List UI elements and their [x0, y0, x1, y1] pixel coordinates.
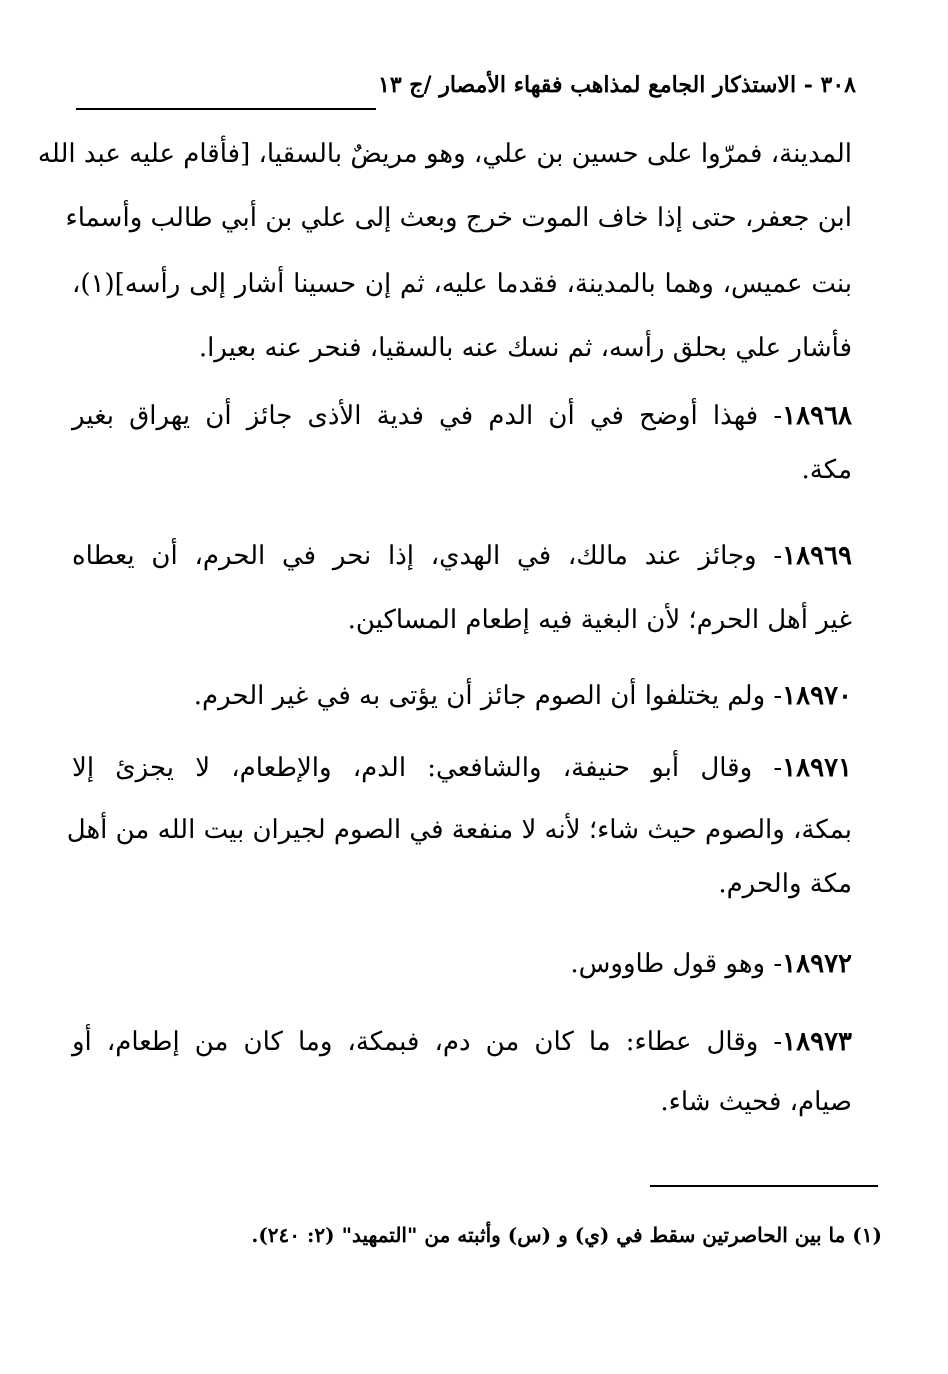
- text-line: غير أهل الحرم؛ لأن البغية فيه إطعام المساكين.: [347, 605, 852, 635]
- numbered-paragraph-line: [72, 1022, 852, 1062]
- text-line: ابن جعفر، حتى إذا خاف الموت خرج وبعث إلى علي بن أبي طالب وأسماء: [65, 203, 852, 233]
- numbered-paragraph-line: [72, 396, 852, 436]
- paragraph-number: ١٨٩٧٢: [782, 949, 852, 979]
- numbered-paragraph-line: [72, 748, 852, 788]
- numbered-paragraph-line: [72, 536, 852, 576]
- page-header: [76, 62, 856, 114]
- paragraph-text: - وقال أبو حنيفة، والشافعي: الدم، والإطعام، لا يجزئ إلا: [72, 753, 783, 783]
- text-line: مكة والحرم.: [718, 869, 852, 899]
- paragraph-text: - وهو قول طاووس.: [570, 949, 783, 979]
- text-line: مكة.: [801, 455, 852, 485]
- paragraph-number: ١٨٩٧١: [782, 753, 852, 783]
- header-rule: [76, 108, 376, 110]
- paragraph-number: ١٨٩٦٨: [782, 401, 852, 431]
- text-line: المدينة، فمرّوا على حسين بن علي، وهو مريضٌ بالسقيا، [فأقام عليه عبد الله: [37, 139, 852, 169]
- footnote: (١) ما بين الحاصرتين سقط في (ي) و (س) وأثبته من "التمهيد" (٢: ٢٤٠).: [251, 1223, 882, 1247]
- paragraph-text: - ولم يختلفوا أن الصوم جائز أن يؤتى به في غير الحرم.: [193, 681, 783, 711]
- paragraph-text: - وقال عطاء: ما كان من دم، فبمكة، وما كان من إطعام، أو: [72, 1027, 783, 1057]
- running-header: ٣٠٨ - الاستذكار الجامع لمذاهب فقهاء الأمصار /ج ١٣: [378, 72, 856, 98]
- paragraph-number: ١٨٩٦٩: [782, 541, 852, 571]
- paragraph-number: ١٨٩٧٣: [782, 1027, 852, 1057]
- footnote-rule: [650, 1185, 878, 1187]
- text-line: صيام، فحيث شاء.: [660, 1087, 852, 1117]
- numbered-paragraph-line: [72, 944, 852, 984]
- paragraph-number: ١٨٩٧٠: [782, 681, 852, 711]
- paragraph-text: - وجائز عند مالك، في الهدي، إذا نحر في الحرم، أن يعطاه: [72, 541, 783, 571]
- text-line: بنت عميس، وهما بالمدينة، فقدما عليه، ثم إن حسينا أشار إلى رأسه](١)،: [72, 269, 852, 299]
- numbered-paragraph-line: [72, 676, 852, 716]
- paragraph-text: - فهذا أوضح في أن الدم في فدية الأذى جائز أن يهراق بغير: [72, 401, 783, 431]
- text-line: فأشار علي بحلق رأسه، ثم نسك عنه بالسقيا، فنحر عنه بعيرا.: [198, 333, 852, 363]
- text-line: بمكة، والصوم حيث شاء؛ لأنه لا منفعة في الصوم لجيران بيت الله من أهل: [66, 815, 852, 845]
